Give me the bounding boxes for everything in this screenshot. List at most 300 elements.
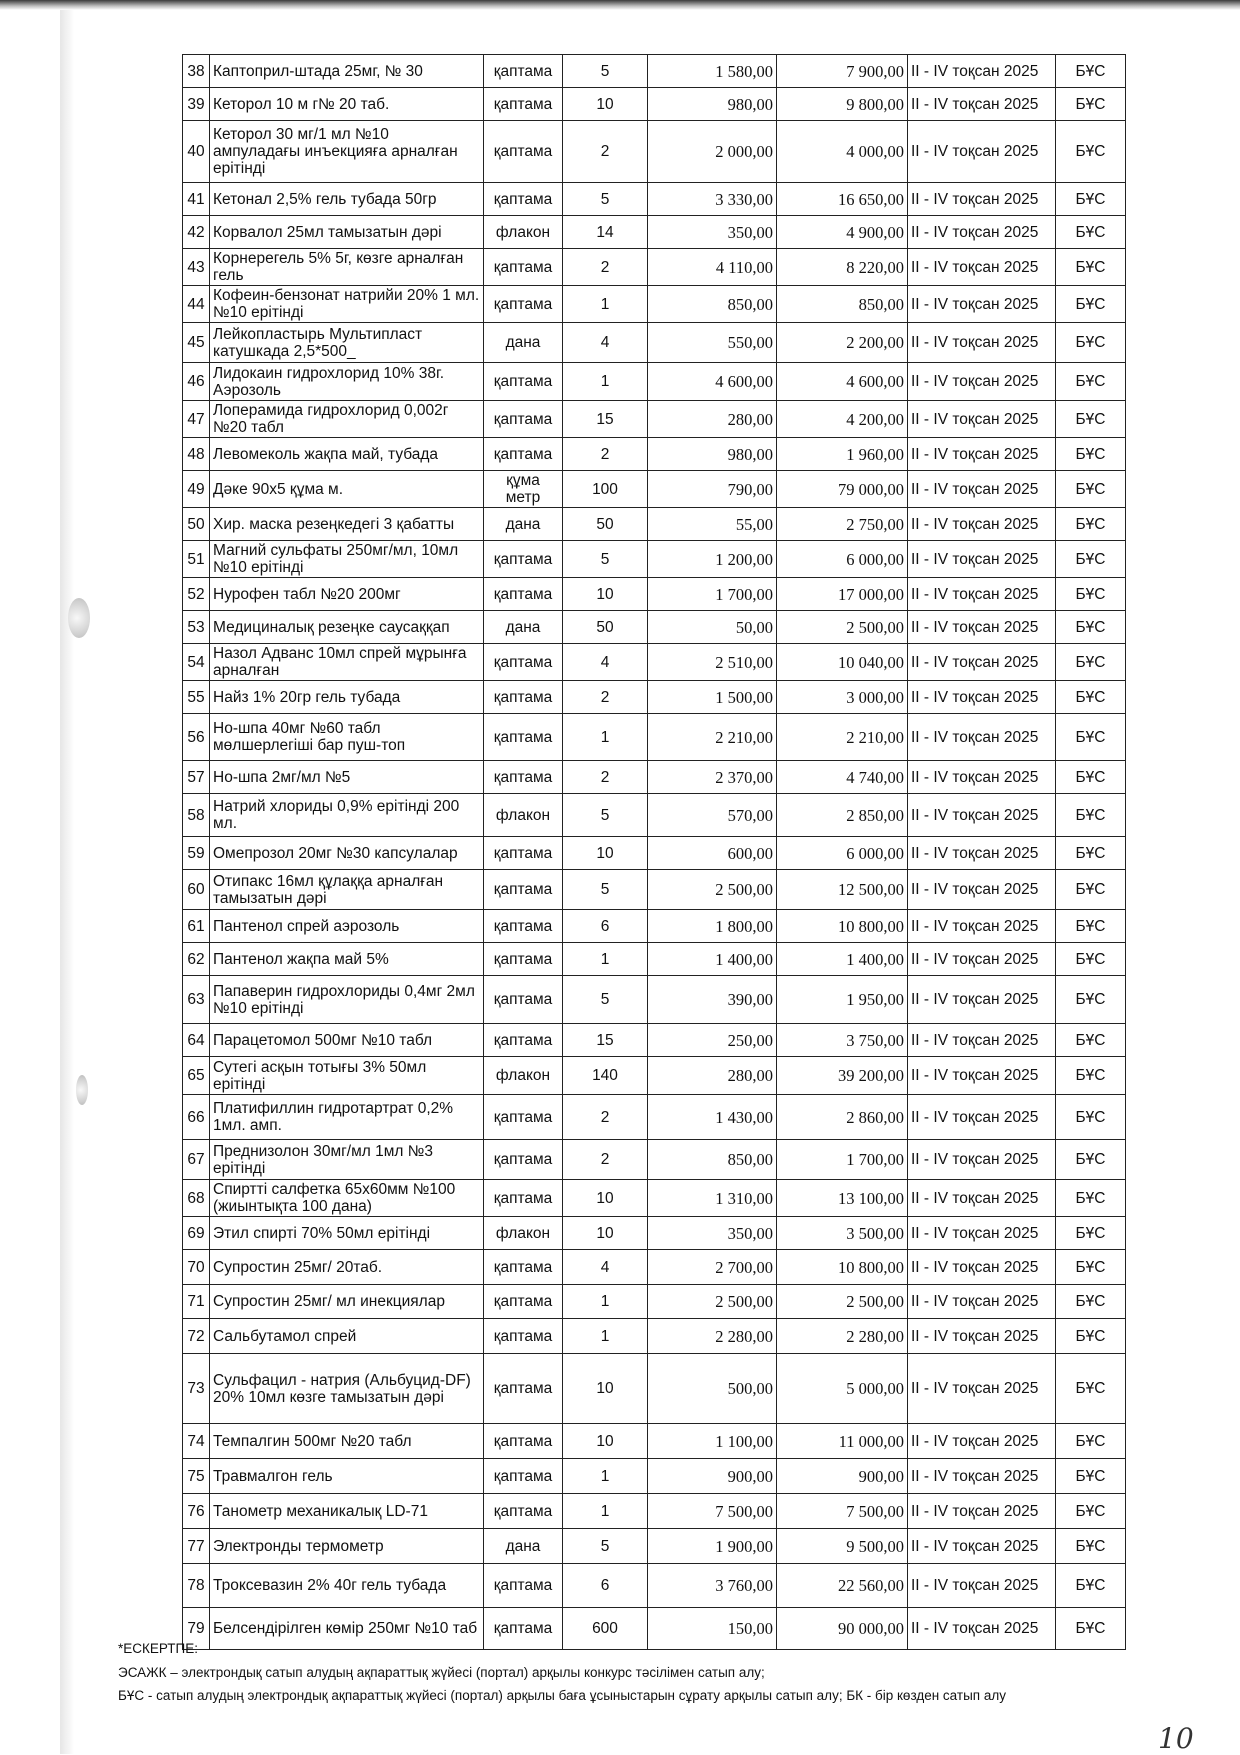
- row-number-cell: 71: [183, 1285, 210, 1319]
- quantity-cell: 2: [563, 121, 648, 183]
- delivery-period-cell: II - IV тоқсан 2025: [908, 1057, 1056, 1095]
- delivery-period-cell: II - IV тоқсан 2025: [908, 438, 1056, 471]
- footnote-line-esazhk: ЭСАЖК – электрондық сатып алудың ақпараттық жүйесі (портал) арқылы конкурс тәсілімен сатып алу;: [118, 1665, 765, 1680]
- quantity-cell: 1: [563, 363, 648, 401]
- unit-price-cell: 4 110,00: [648, 249, 777, 286]
- row-number-cell: 75: [183, 1459, 210, 1494]
- quantity-cell: 10: [563, 88, 648, 121]
- total-sum-cell: 7 500,00: [777, 1494, 908, 1529]
- quantity-cell: 600: [563, 1608, 648, 1650]
- unit-of-measure-cell: дана: [484, 611, 563, 644]
- unit-of-measure-cell: дана: [484, 323, 563, 363]
- item-name-cell: Натрий хлориды 0,9% ерітінді 200 мл.: [210, 794, 484, 837]
- delivery-period-cell: II - IV тоқсан 2025: [908, 681, 1056, 714]
- delivery-period-cell: II - IV тоқсан 2025: [908, 1095, 1056, 1140]
- unit-price-cell: 4 600,00: [648, 363, 777, 401]
- item-name-cell: Сульфацил - натрия (Альбуцид-DF) 20% 10мл көзге тамызатын дәрі: [210, 1354, 484, 1424]
- unit-of-measure-cell: қаптама: [484, 1250, 563, 1285]
- delivery-period-cell: II - IV тоқсан 2025: [908, 183, 1056, 216]
- unit-of-measure-cell: қаптама: [484, 1424, 563, 1459]
- delivery-period-cell: II - IV тоқсан 2025: [908, 249, 1056, 286]
- procurement-method-cell: БҰС: [1056, 541, 1126, 578]
- table-row: [183, 681, 1126, 714]
- total-sum-cell: 4 200,00: [777, 401, 908, 438]
- unit-of-measure-cell: қаптама: [484, 1608, 563, 1650]
- quantity-cell: 4: [563, 1250, 648, 1285]
- unit-of-measure-cell: флакон: [484, 794, 563, 837]
- item-name-cell: Сутегі асқын тотығы 3% 50мл ерітінді: [210, 1057, 484, 1095]
- unit-of-measure-cell: қаптама: [484, 286, 563, 323]
- procurement-method-cell: БҰС: [1056, 183, 1126, 216]
- table-row: [183, 1095, 1126, 1140]
- row-number-cell: 50: [183, 508, 210, 541]
- unit-price-cell: 2 700,00: [648, 1250, 777, 1285]
- row-number-cell: 48: [183, 438, 210, 471]
- procurement-method-cell: БҰС: [1056, 910, 1126, 943]
- row-number-cell: 39: [183, 88, 210, 121]
- item-name-cell: Кеторол 10 м г№ 20 таб.: [210, 88, 484, 121]
- quantity-cell: 5: [563, 1529, 648, 1564]
- table-row: [183, 611, 1126, 644]
- item-name-cell: Нурофен табл №20 200мг: [210, 578, 484, 611]
- row-number-cell: 72: [183, 1319, 210, 1354]
- item-name-cell: Супростин 25мг/ мл инекциялар: [210, 1285, 484, 1319]
- item-name-cell: Кетонал 2,5% гель тубада 50гр: [210, 183, 484, 216]
- delivery-period-cell: II - IV тоқсан 2025: [908, 1529, 1056, 1564]
- total-sum-cell: 1 960,00: [777, 438, 908, 471]
- delivery-period-cell: II - IV тоқсан 2025: [908, 216, 1056, 249]
- quantity-cell: 15: [563, 401, 648, 438]
- table-row: [183, 323, 1126, 363]
- unit-price-cell: 980,00: [648, 88, 777, 121]
- total-sum-cell: 4 900,00: [777, 216, 908, 249]
- row-number-cell: 40: [183, 121, 210, 183]
- unit-of-measure-cell: қаптама: [484, 761, 563, 794]
- unit-price-cell: 570,00: [648, 794, 777, 837]
- table-row: [183, 363, 1126, 401]
- quantity-cell: 2: [563, 1095, 648, 1140]
- row-number-cell: 64: [183, 1024, 210, 1057]
- unit-of-measure-cell: қаптама: [484, 578, 563, 611]
- total-sum-cell: 2 500,00: [777, 1285, 908, 1319]
- delivery-period-cell: II - IV тоқсан 2025: [908, 761, 1056, 794]
- quantity-cell: 10: [563, 1424, 648, 1459]
- item-name-cell: Кофеин-бензонат натрийи 20% 1 мл. №10 ерітінді: [210, 286, 484, 323]
- delivery-period-cell: II - IV тоқсан 2025: [908, 508, 1056, 541]
- total-sum-cell: 1 400,00: [777, 943, 908, 976]
- total-sum-cell: 9 500,00: [777, 1529, 908, 1564]
- total-sum-cell: 4 000,00: [777, 121, 908, 183]
- delivery-period-cell: II - IV тоқсан 2025: [908, 794, 1056, 837]
- item-name-cell: Супростин 25мг/ 20таб.: [210, 1250, 484, 1285]
- procurement-method-cell: БҰС: [1056, 1024, 1126, 1057]
- item-name-cell: Платифиллин гидротартрат 0,2% 1мл. амп.: [210, 1095, 484, 1140]
- quantity-cell: 10: [563, 578, 648, 611]
- unit-of-measure-cell: қаптама: [484, 976, 563, 1024]
- row-number-cell: 60: [183, 870, 210, 910]
- quantity-cell: 5: [563, 183, 648, 216]
- quantity-cell: 14: [563, 216, 648, 249]
- total-sum-cell: 1 950,00: [777, 976, 908, 1024]
- delivery-period-cell: II - IV тоқсан 2025: [908, 578, 1056, 611]
- total-sum-cell: 12 500,00: [777, 870, 908, 910]
- unit-price-cell: 280,00: [648, 401, 777, 438]
- unit-of-measure-cell: қаптама: [484, 644, 563, 681]
- procurement-method-cell: БҰС: [1056, 363, 1126, 401]
- unit-price-cell: 280,00: [648, 1057, 777, 1095]
- item-name-cell: Лейкопластырь Мультипласт катушкада 2,5*500_: [210, 323, 484, 363]
- total-sum-cell: 22 560,00: [777, 1564, 908, 1608]
- delivery-period-cell: II - IV тоқсан 2025: [908, 1217, 1056, 1250]
- delivery-period-cell: II - IV тоқсан 2025: [908, 1285, 1056, 1319]
- delivery-period-cell: II - IV тоқсан 2025: [908, 1424, 1056, 1459]
- table-row: [183, 1250, 1126, 1285]
- delivery-period-cell: II - IV тоқсан 2025: [908, 541, 1056, 578]
- item-name-cell: Отипакс 16мл құлаққа арналған тамызатын дәрі: [210, 870, 484, 910]
- table-row: [183, 976, 1126, 1024]
- quantity-cell: 1: [563, 1319, 648, 1354]
- page-number: 10: [1158, 1722, 1194, 1755]
- quantity-cell: 4: [563, 644, 648, 681]
- procurement-method-cell: БҰС: [1056, 578, 1126, 611]
- total-sum-cell: 6 000,00: [777, 541, 908, 578]
- procurement-method-cell: БҰС: [1056, 1095, 1126, 1140]
- table-row: [183, 1459, 1126, 1494]
- item-name-cell: Лидокаин гидрохлорид 10% 38г. Аэрозоль: [210, 363, 484, 401]
- scan-edge-top: [0, 0, 1240, 10]
- unit-price-cell: 150,00: [648, 1608, 777, 1650]
- unit-of-measure-cell: қаптама: [484, 1024, 563, 1057]
- unit-of-measure-cell: қаптама: [484, 55, 563, 88]
- total-sum-cell: 4 740,00: [777, 761, 908, 794]
- unit-of-measure-cell: қаптама: [484, 1140, 563, 1180]
- procurement-method-cell: БҰС: [1056, 976, 1126, 1024]
- procurement-method-cell: БҰС: [1056, 611, 1126, 644]
- unit-of-measure-cell: қаптама: [484, 1319, 563, 1354]
- delivery-period-cell: II - IV тоқсан 2025: [908, 943, 1056, 976]
- row-number-cell: 46: [183, 363, 210, 401]
- procurement-method-cell: БҰС: [1056, 1354, 1126, 1424]
- procurement-method-cell: БҰС: [1056, 55, 1126, 88]
- row-number-cell: 47: [183, 401, 210, 438]
- quantity-cell: 4: [563, 323, 648, 363]
- delivery-period-cell: II - IV тоқсан 2025: [908, 1140, 1056, 1180]
- procurement-method-cell: БҰС: [1056, 1424, 1126, 1459]
- item-name-cell: Левомеколь жақпа май, тубада: [210, 438, 484, 471]
- procurement-method-cell: БҰС: [1056, 681, 1126, 714]
- item-name-cell: Лоперамида гидрохлорид 0,002г №20 табл: [210, 401, 484, 438]
- table-row: [183, 401, 1126, 438]
- row-number-cell: 61: [183, 910, 210, 943]
- quantity-cell: 100: [563, 471, 648, 508]
- total-sum-cell: 3 500,00: [777, 1217, 908, 1250]
- procurement-method-cell: БҰС: [1056, 1459, 1126, 1494]
- total-sum-cell: 10 040,00: [777, 644, 908, 681]
- total-sum-cell: 3 000,00: [777, 681, 908, 714]
- unit-of-measure-cell: құма метр: [484, 471, 563, 508]
- item-name-cell: Темпалгин 500мг №20 табл: [210, 1424, 484, 1459]
- unit-price-cell: 1 900,00: [648, 1529, 777, 1564]
- item-name-cell: Кеторол 30 мг/1 мл №10 ампуладағы инъекцияға арналған ерітінді: [210, 121, 484, 183]
- table-row: [183, 1424, 1126, 1459]
- unit-of-measure-cell: қаптама: [484, 438, 563, 471]
- quantity-cell: 2: [563, 681, 648, 714]
- table-row: [183, 249, 1126, 286]
- unit-price-cell: 2 500,00: [648, 1285, 777, 1319]
- total-sum-cell: 79 000,00: [777, 471, 908, 508]
- row-number-cell: 52: [183, 578, 210, 611]
- unit-price-cell: 3 330,00: [648, 183, 777, 216]
- row-number-cell: 59: [183, 837, 210, 870]
- total-sum-cell: 2 280,00: [777, 1319, 908, 1354]
- table-row: [183, 183, 1126, 216]
- delivery-period-cell: II - IV тоқсан 2025: [908, 121, 1056, 183]
- table-row: [183, 471, 1126, 508]
- unit-of-measure-cell: қаптама: [484, 1564, 563, 1608]
- delivery-period-cell: II - IV тоқсан 2025: [908, 1459, 1056, 1494]
- delivery-period-cell: II - IV тоқсан 2025: [908, 401, 1056, 438]
- delivery-period-cell: II - IV тоқсан 2025: [908, 644, 1056, 681]
- procurement-method-cell: БҰС: [1056, 1608, 1126, 1650]
- unit-price-cell: 1 580,00: [648, 55, 777, 88]
- total-sum-cell: 4 600,00: [777, 363, 908, 401]
- unit-of-measure-cell: қаптама: [484, 1459, 563, 1494]
- quantity-cell: 1: [563, 1285, 648, 1319]
- punch-hole: [76, 1075, 88, 1105]
- procurement-method-cell: БҰС: [1056, 1250, 1126, 1285]
- procurement-method-cell: БҰС: [1056, 286, 1126, 323]
- quantity-cell: 1: [563, 1459, 648, 1494]
- quantity-cell: 2: [563, 438, 648, 471]
- unit-of-measure-cell: қаптама: [484, 910, 563, 943]
- row-number-cell: 53: [183, 611, 210, 644]
- unit-of-measure-cell: қаптама: [484, 121, 563, 183]
- row-number-cell: 41: [183, 183, 210, 216]
- footnote-line-bus: БҰС - сатып алудың электрондық ақпараттық жүйесі (портал) арқылы баға ұсыныстарын сұрату арқылы сатып алу; БК - бір көзден сатып алу: [118, 1688, 1006, 1703]
- unit-of-measure-cell: қаптама: [484, 1494, 563, 1529]
- procurement-method-cell: БҰС: [1056, 1319, 1126, 1354]
- unit-price-cell: 1 310,00: [648, 1180, 777, 1217]
- table-row: [183, 508, 1126, 541]
- procurement-method-cell: БҰС: [1056, 837, 1126, 870]
- total-sum-cell: 2 750,00: [777, 508, 908, 541]
- unit-of-measure-cell: қаптама: [484, 363, 563, 401]
- item-name-cell: Хир. маска резеңкедегі 3 қабатты: [210, 508, 484, 541]
- row-number-cell: 38: [183, 55, 210, 88]
- delivery-period-cell: II - IV тоқсан 2025: [908, 714, 1056, 761]
- row-number-cell: 56: [183, 714, 210, 761]
- unit-price-cell: 550,00: [648, 323, 777, 363]
- item-name-cell: Парацетомол 500мг №10 табл: [210, 1024, 484, 1057]
- table-row: [183, 1180, 1126, 1217]
- table-row: [183, 541, 1126, 578]
- procurement-method-cell: БҰС: [1056, 761, 1126, 794]
- unit-price-cell: 1 430,00: [648, 1095, 777, 1140]
- procurement-method-cell: БҰС: [1056, 1285, 1126, 1319]
- table-row: [183, 1494, 1126, 1529]
- unit-price-cell: 500,00: [648, 1354, 777, 1424]
- quantity-cell: 2: [563, 1140, 648, 1180]
- total-sum-cell: 5 000,00: [777, 1354, 908, 1424]
- unit-of-measure-cell: қаптама: [484, 837, 563, 870]
- procurement-method-cell: БҰС: [1056, 1217, 1126, 1250]
- quantity-cell: 2: [563, 249, 648, 286]
- item-name-cell: Назол Адванс 10мл спрей мұрынға арналған: [210, 644, 484, 681]
- table-row: [183, 714, 1126, 761]
- procurement-method-cell: БҰС: [1056, 644, 1126, 681]
- delivery-period-cell: II - IV тоқсан 2025: [908, 471, 1056, 508]
- total-sum-cell: 900,00: [777, 1459, 908, 1494]
- unit-price-cell: 50,00: [648, 611, 777, 644]
- delivery-period-cell: II - IV тоқсан 2025: [908, 363, 1056, 401]
- procurement-method-cell: БҰС: [1056, 401, 1126, 438]
- unit-price-cell: 980,00: [648, 438, 777, 471]
- row-number-cell: 65: [183, 1057, 210, 1095]
- unit-of-measure-cell: қаптама: [484, 88, 563, 121]
- item-name-cell: Омепрозол 20мг №30 капсулалар: [210, 837, 484, 870]
- delivery-period-cell: II - IV тоқсан 2025: [908, 323, 1056, 363]
- unit-price-cell: 1 200,00: [648, 541, 777, 578]
- delivery-period-cell: II - IV тоқсан 2025: [908, 286, 1056, 323]
- procurement-method-cell: БҰС: [1056, 1057, 1126, 1095]
- unit-price-cell: 2 510,00: [648, 644, 777, 681]
- unit-of-measure-cell: дана: [484, 1529, 563, 1564]
- item-name-cell: Преднизолон 30мг/мл 1мл №3 ерітінді: [210, 1140, 484, 1180]
- unit-of-measure-cell: флакон: [484, 1057, 563, 1095]
- item-name-cell: Травмалгон гель: [210, 1459, 484, 1494]
- table-row: [183, 438, 1126, 471]
- procurement-method-cell: БҰС: [1056, 794, 1126, 837]
- item-name-cell: Электронды термометр: [210, 1529, 484, 1564]
- total-sum-cell: 17 000,00: [777, 578, 908, 611]
- total-sum-cell: 13 100,00: [777, 1180, 908, 1217]
- unit-price-cell: 2 370,00: [648, 761, 777, 794]
- row-number-cell: 66: [183, 1095, 210, 1140]
- table-row: [183, 578, 1126, 611]
- unit-of-measure-cell: дана: [484, 508, 563, 541]
- delivery-period-cell: II - IV тоқсан 2025: [908, 88, 1056, 121]
- row-number-cell: 67: [183, 1140, 210, 1180]
- quantity-cell: 10: [563, 1354, 648, 1424]
- procurement-method-cell: БҰС: [1056, 88, 1126, 121]
- item-name-cell: Дәке 90х5 құма м.: [210, 471, 484, 508]
- unit-of-measure-cell: қаптама: [484, 681, 563, 714]
- unit-price-cell: 1 500,00: [648, 681, 777, 714]
- row-number-cell: 70: [183, 1250, 210, 1285]
- table-row: [183, 1140, 1126, 1180]
- unit-price-cell: 350,00: [648, 1217, 777, 1250]
- total-sum-cell: 9 800,00: [777, 88, 908, 121]
- unit-of-measure-cell: қаптама: [484, 870, 563, 910]
- total-sum-cell: 10 800,00: [777, 910, 908, 943]
- table-row: [183, 910, 1126, 943]
- unit-price-cell: 790,00: [648, 471, 777, 508]
- footnote-label: *ЕСКЕРТПЕ:: [118, 1641, 198, 1656]
- unit-price-cell: 2 000,00: [648, 121, 777, 183]
- table-row: [183, 55, 1126, 88]
- unit-of-measure-cell: қаптама: [484, 401, 563, 438]
- item-name-cell: Пантенол спрей аэрозоль: [210, 910, 484, 943]
- goods-table-body: [183, 55, 1126, 1650]
- table-row: [183, 761, 1126, 794]
- item-name-cell: Папаверин гидрохлориды 0,4мг 2мл №10 ерітінді: [210, 976, 484, 1024]
- quantity-cell: 1: [563, 286, 648, 323]
- scan-edge-left: [60, 10, 74, 1754]
- row-number-cell: 51: [183, 541, 210, 578]
- goods-table: [182, 54, 1126, 1650]
- unit-price-cell: 900,00: [648, 1459, 777, 1494]
- row-number-cell: 73: [183, 1354, 210, 1424]
- row-number-cell: 45: [183, 323, 210, 363]
- unit-price-cell: 390,00: [648, 976, 777, 1024]
- delivery-period-cell: II - IV тоқсан 2025: [908, 1608, 1056, 1650]
- unit-price-cell: 1 400,00: [648, 943, 777, 976]
- row-number-cell: 57: [183, 761, 210, 794]
- procurement-method-cell: БҰС: [1056, 1529, 1126, 1564]
- row-number-cell: 58: [183, 794, 210, 837]
- total-sum-cell: 2 500,00: [777, 611, 908, 644]
- table-row: [183, 121, 1126, 183]
- item-name-cell: Пантенол жақпа май 5%: [210, 943, 484, 976]
- row-number-cell: 78: [183, 1564, 210, 1608]
- procurement-method-cell: БҰС: [1056, 216, 1126, 249]
- row-number-cell: 74: [183, 1424, 210, 1459]
- unit-of-measure-cell: қаптама: [484, 714, 563, 761]
- total-sum-cell: 2 860,00: [777, 1095, 908, 1140]
- total-sum-cell: 2 850,00: [777, 794, 908, 837]
- quantity-cell: 5: [563, 870, 648, 910]
- quantity-cell: 15: [563, 1024, 648, 1057]
- row-number-cell: 63: [183, 976, 210, 1024]
- table-row: [183, 1057, 1126, 1095]
- delivery-period-cell: II - IV тоқсан 2025: [908, 1564, 1056, 1608]
- delivery-period-cell: II - IV тоқсан 2025: [908, 976, 1056, 1024]
- total-sum-cell: 2 200,00: [777, 323, 908, 363]
- quantity-cell: 1: [563, 1494, 648, 1529]
- row-number-cell: 69: [183, 1217, 210, 1250]
- delivery-period-cell: II - IV тоқсан 2025: [908, 837, 1056, 870]
- item-name-cell: Каптоприл-штада 25мг, № 30: [210, 55, 484, 88]
- quantity-cell: 50: [563, 611, 648, 644]
- unit-of-measure-cell: қаптама: [484, 1285, 563, 1319]
- procurement-method-cell: БҰС: [1056, 438, 1126, 471]
- quantity-cell: 6: [563, 910, 648, 943]
- unit-of-measure-cell: қаптама: [484, 1095, 563, 1140]
- row-number-cell: 62: [183, 943, 210, 976]
- table-row: [183, 1529, 1126, 1564]
- row-number-cell: 68: [183, 1180, 210, 1217]
- table-row: [183, 943, 1126, 976]
- table-row: [183, 88, 1126, 121]
- unit-price-cell: 1 800,00: [648, 910, 777, 943]
- quantity-cell: 5: [563, 541, 648, 578]
- total-sum-cell: 7 900,00: [777, 55, 908, 88]
- total-sum-cell: 8 220,00: [777, 249, 908, 286]
- procurement-method-cell: БҰС: [1056, 870, 1126, 910]
- unit-price-cell: 1 700,00: [648, 578, 777, 611]
- delivery-period-cell: II - IV тоқсан 2025: [908, 870, 1056, 910]
- item-name-cell: Этил спирті 70% 50мл ерітінді: [210, 1217, 484, 1250]
- unit-price-cell: 850,00: [648, 286, 777, 323]
- unit-price-cell: 55,00: [648, 508, 777, 541]
- table-row: [183, 1217, 1126, 1250]
- item-name-cell: Сальбутамол спрей: [210, 1319, 484, 1354]
- table-row: [183, 1608, 1126, 1650]
- item-name-cell: Но-шпа 40мг №60 табл мөлшерлегіші бар пуш-топ: [210, 714, 484, 761]
- unit-of-measure-cell: қаптама: [484, 1180, 563, 1217]
- delivery-period-cell: II - IV тоқсан 2025: [908, 1319, 1056, 1354]
- procurement-method-cell: БҰС: [1056, 323, 1126, 363]
